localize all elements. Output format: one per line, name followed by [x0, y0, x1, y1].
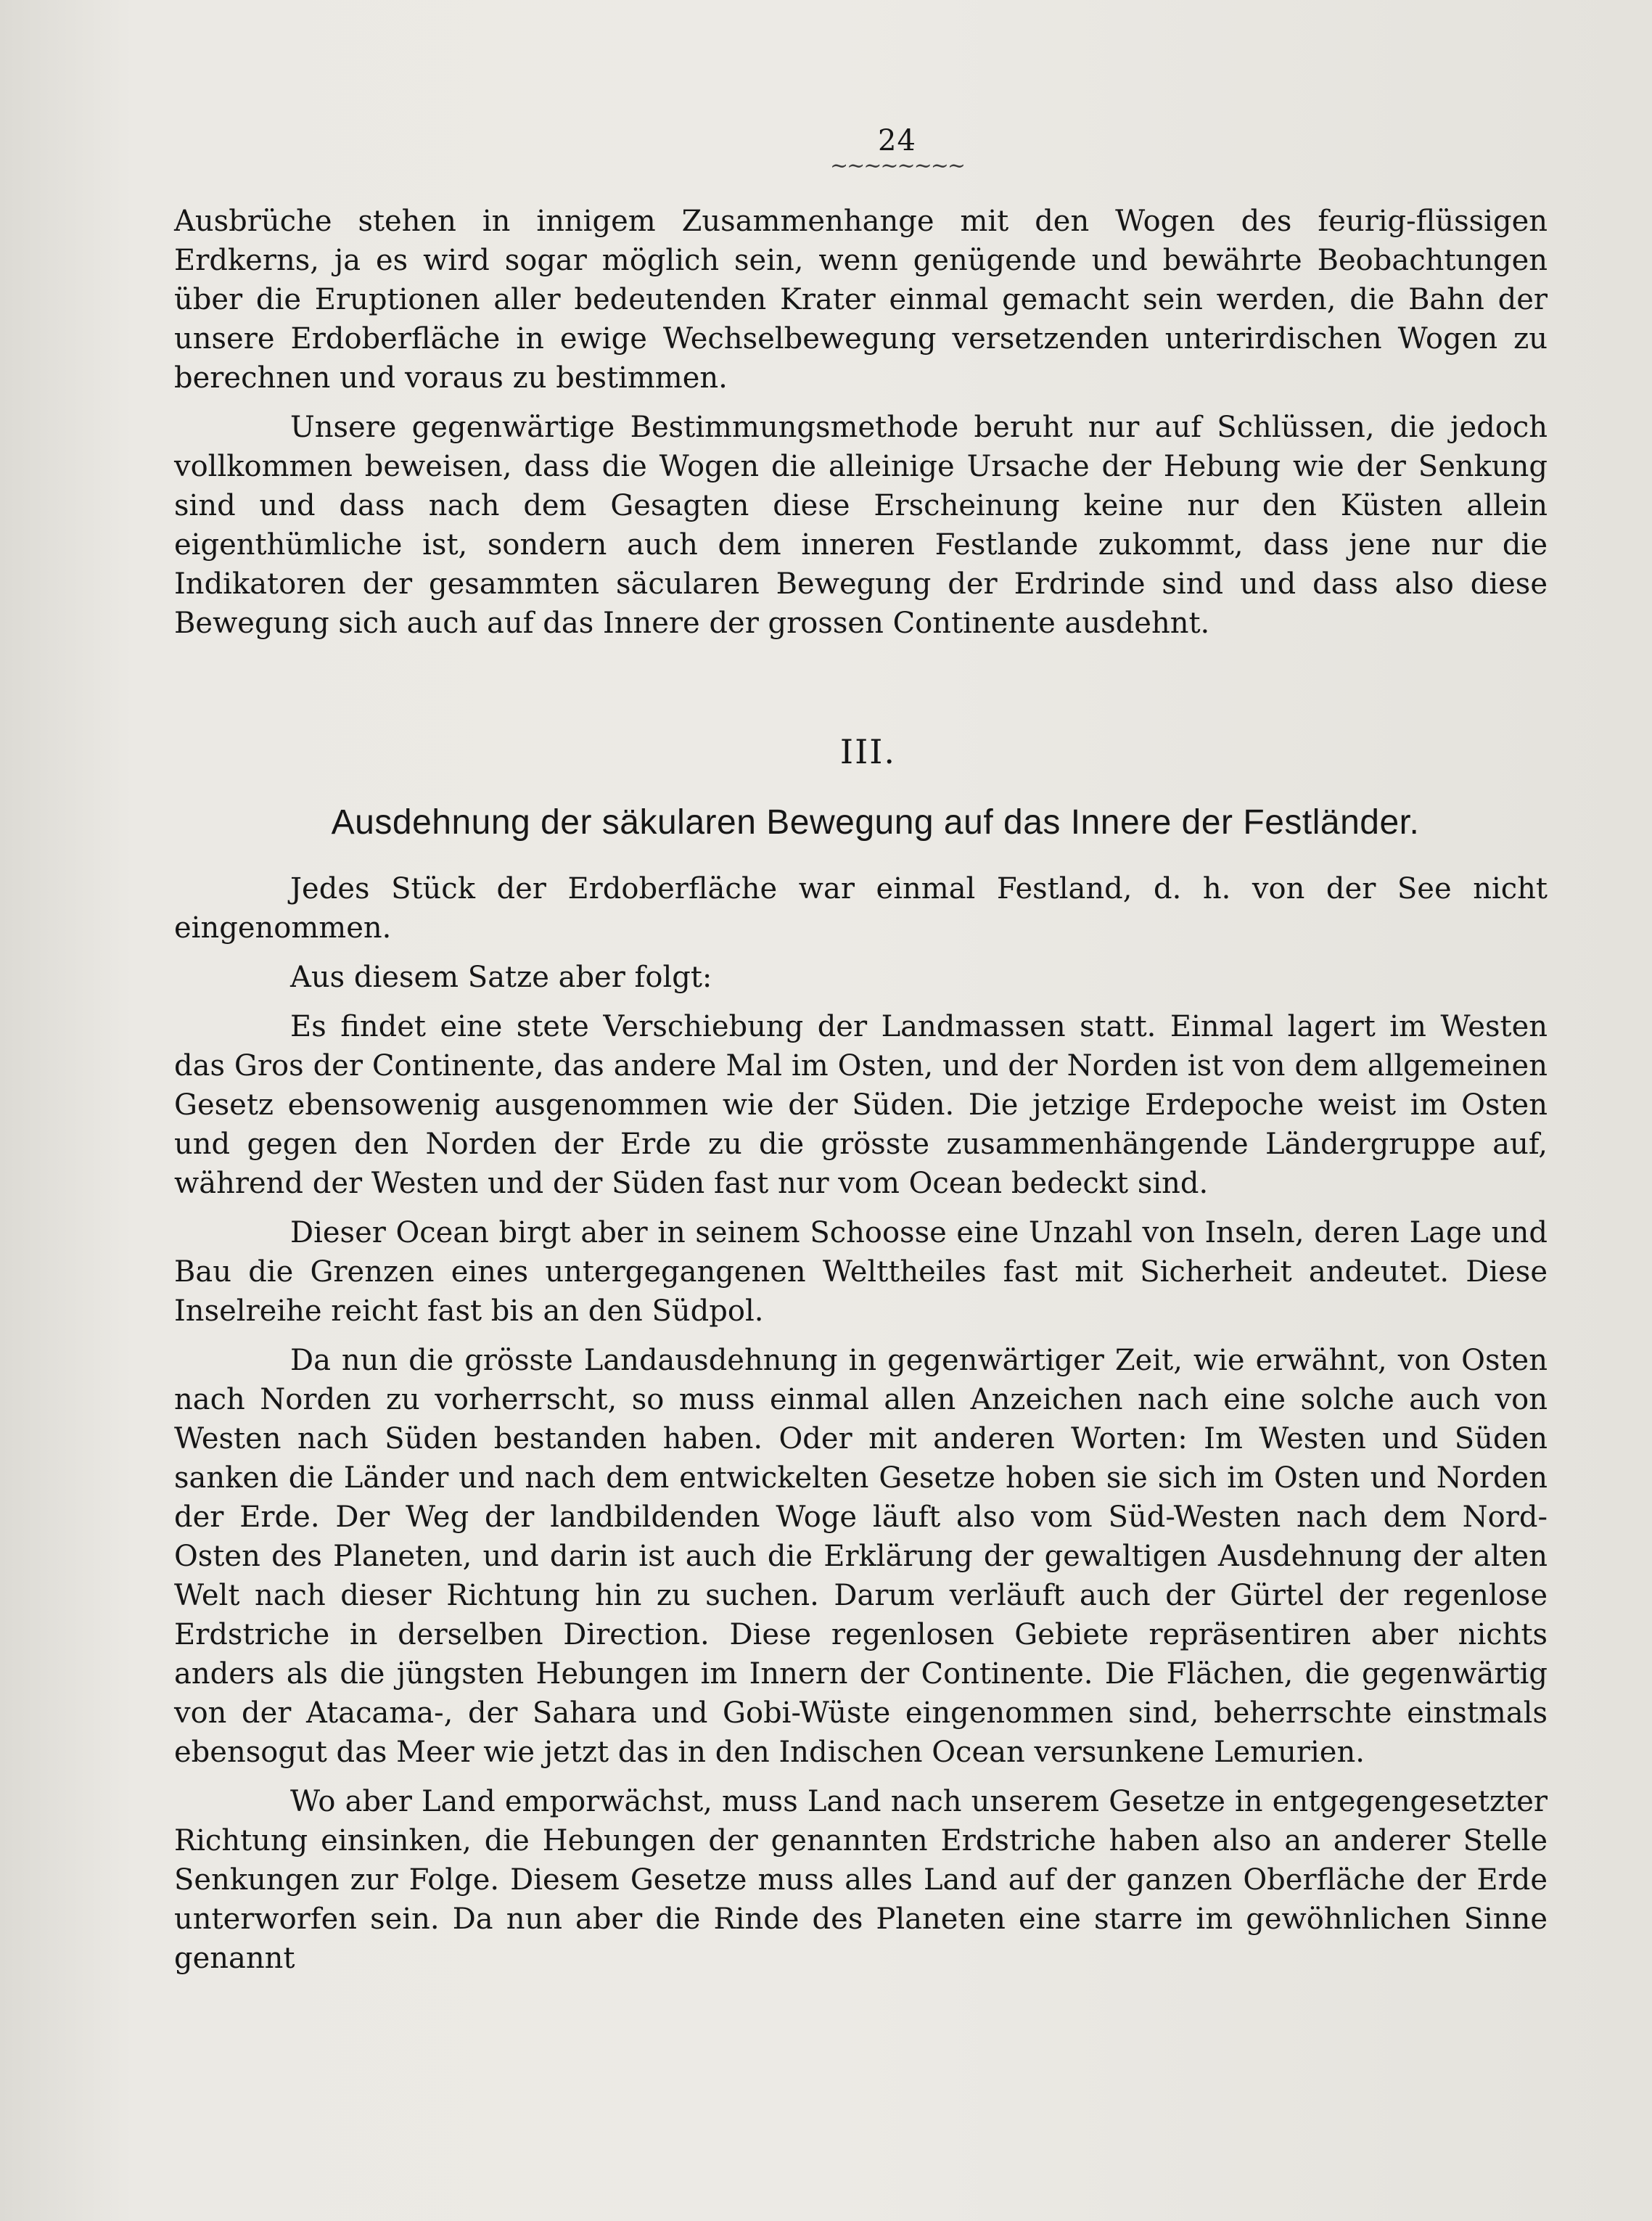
- paragraph: Aus diesem Satze aber folgt:: [290, 961, 712, 994]
- paragraph: Da nun die grösste Landausdehnung in gegenwärtiger Zeit, wie erwähnt, von Osten nach Norden zu vorherrscht, so muss einmal allen Anzeichen nach eine solche auch von Westen nach Süden bestanden haben. Oder mit anderen Worten: Im Westen und Süden sanken die Länder und nach dem entwickelten Gesetze hoben sie sich im Osten und Norden der Erde. Der Weg der landbildenden Woge läuft also vom Süd-Westen nach dem Nord-Osten des Planeten, und darin ist auch die Erklärung der gewaltigen Ausdehnung der alten Welt nach dieser Richtung hin zu suchen. Darum verläuft auch der Gürtel der regenlose Erdstriche in derselben Direction. Diese regenlosen Gebiete repräsentiren aber nichts anders als die jüngsten Hebungen im Innern der Continente. Die Flächen, die gegenwärtig von der Atacama-, der Sahara und Gobi-Wüste eingenommen sind, beherrschte einstmals ebensogut das Meer wie jetzt das in den Indischen Ocean versunkene Lemurien.: [174, 1344, 1548, 1769]
- page-content: [174, 123, 1548, 1978]
- paragraph: Wo aber Land emporwächst, muss Land nach unserem Gesetze in entgegengesetzter Richtung einsinken, die Hebungen der genannten Erdstriche haben also an anderer Stelle Senkungen zur Folge. Diesem Gesetze muss alles Land auf der ganzen Oberfläche der Erde unterworfen sein. Da nun aber die Rinde des Planeten eine starre im gewöhnlichen Sinne genannt: [174, 1785, 1548, 1975]
- paragraph: Es findet eine stete Verschiebung der Landmassen statt. Einmal lagert im Westen das Gros der Continente, das andere Mal im Osten, und der Norden ist von dem allgemeinen Gesetz ebensowenig ausgenommen wie der Süden. Die jetzige Erdepoche weist im Osten und gegen den Norden der Erde zu die grösste zusammenhängende Ländergruppe auf, während der Westen und der Süden fast nur vom Ocean bedeckt sind.: [174, 1010, 1548, 1200]
- paragraph: Dieser Ocean birgt aber in seinem Schoosse eine Unzahl von Inseln, deren Lage und Bau die Grenzen eines untergegangenen Welttheiles fast mit Sicherheit andeutet. Diese Inselreihe reicht fast bis an den Südpol.: [174, 1216, 1548, 1328]
- page-number-ornament: ~~~~~~~~: [829, 153, 965, 178]
- paragraph: Unsere gegenwärtige Bestimmungsmethode beruht nur auf Schlüssen, die jedoch vollkommen beweisen, dass die Wogen die alleinige Ursache der Hebung wie der Senkung sind und dass nach dem Gesagten diese Erscheinung keine nur den Küsten allein eigenthümliche ist, sondern auch dem inneren Festlande zukommt, dass jene nur die Indikatoren der gesammten säcularen Bewegung der Erdrinde sind und dass also diese Bewegung sich auch auf das Innere der grossen Continente ausdehnt.: [174, 411, 1548, 640]
- page-number: 24: [878, 124, 916, 157]
- section-heading: Ausdehnung der säkularen Bewegung auf das Innere der Festländer.: [331, 803, 1420, 842]
- paragraph-continued: Ausbrüche stehen in innigem Zusammenhange mit den Wogen des feurig-flüssigen Erdkerns, ja es wird sogar möglich sein, wenn genügende und bewährte Beobachtungen über die Eruptionen aller bedeutenden Krater einmal gemacht sein werden, die Bahn der unsere Erdoberfläche in ewige Wechselbewegung versetzenden unterirdischen Wogen zu berechnen und voraus zu bestimmen.: [174, 205, 1548, 395]
- section-numeral: III.: [839, 732, 897, 771]
- paragraph: Jedes Stück der Erdoberfläche war einmal Festland, d. h. von der See nicht eingenommen.: [174, 872, 1548, 945]
